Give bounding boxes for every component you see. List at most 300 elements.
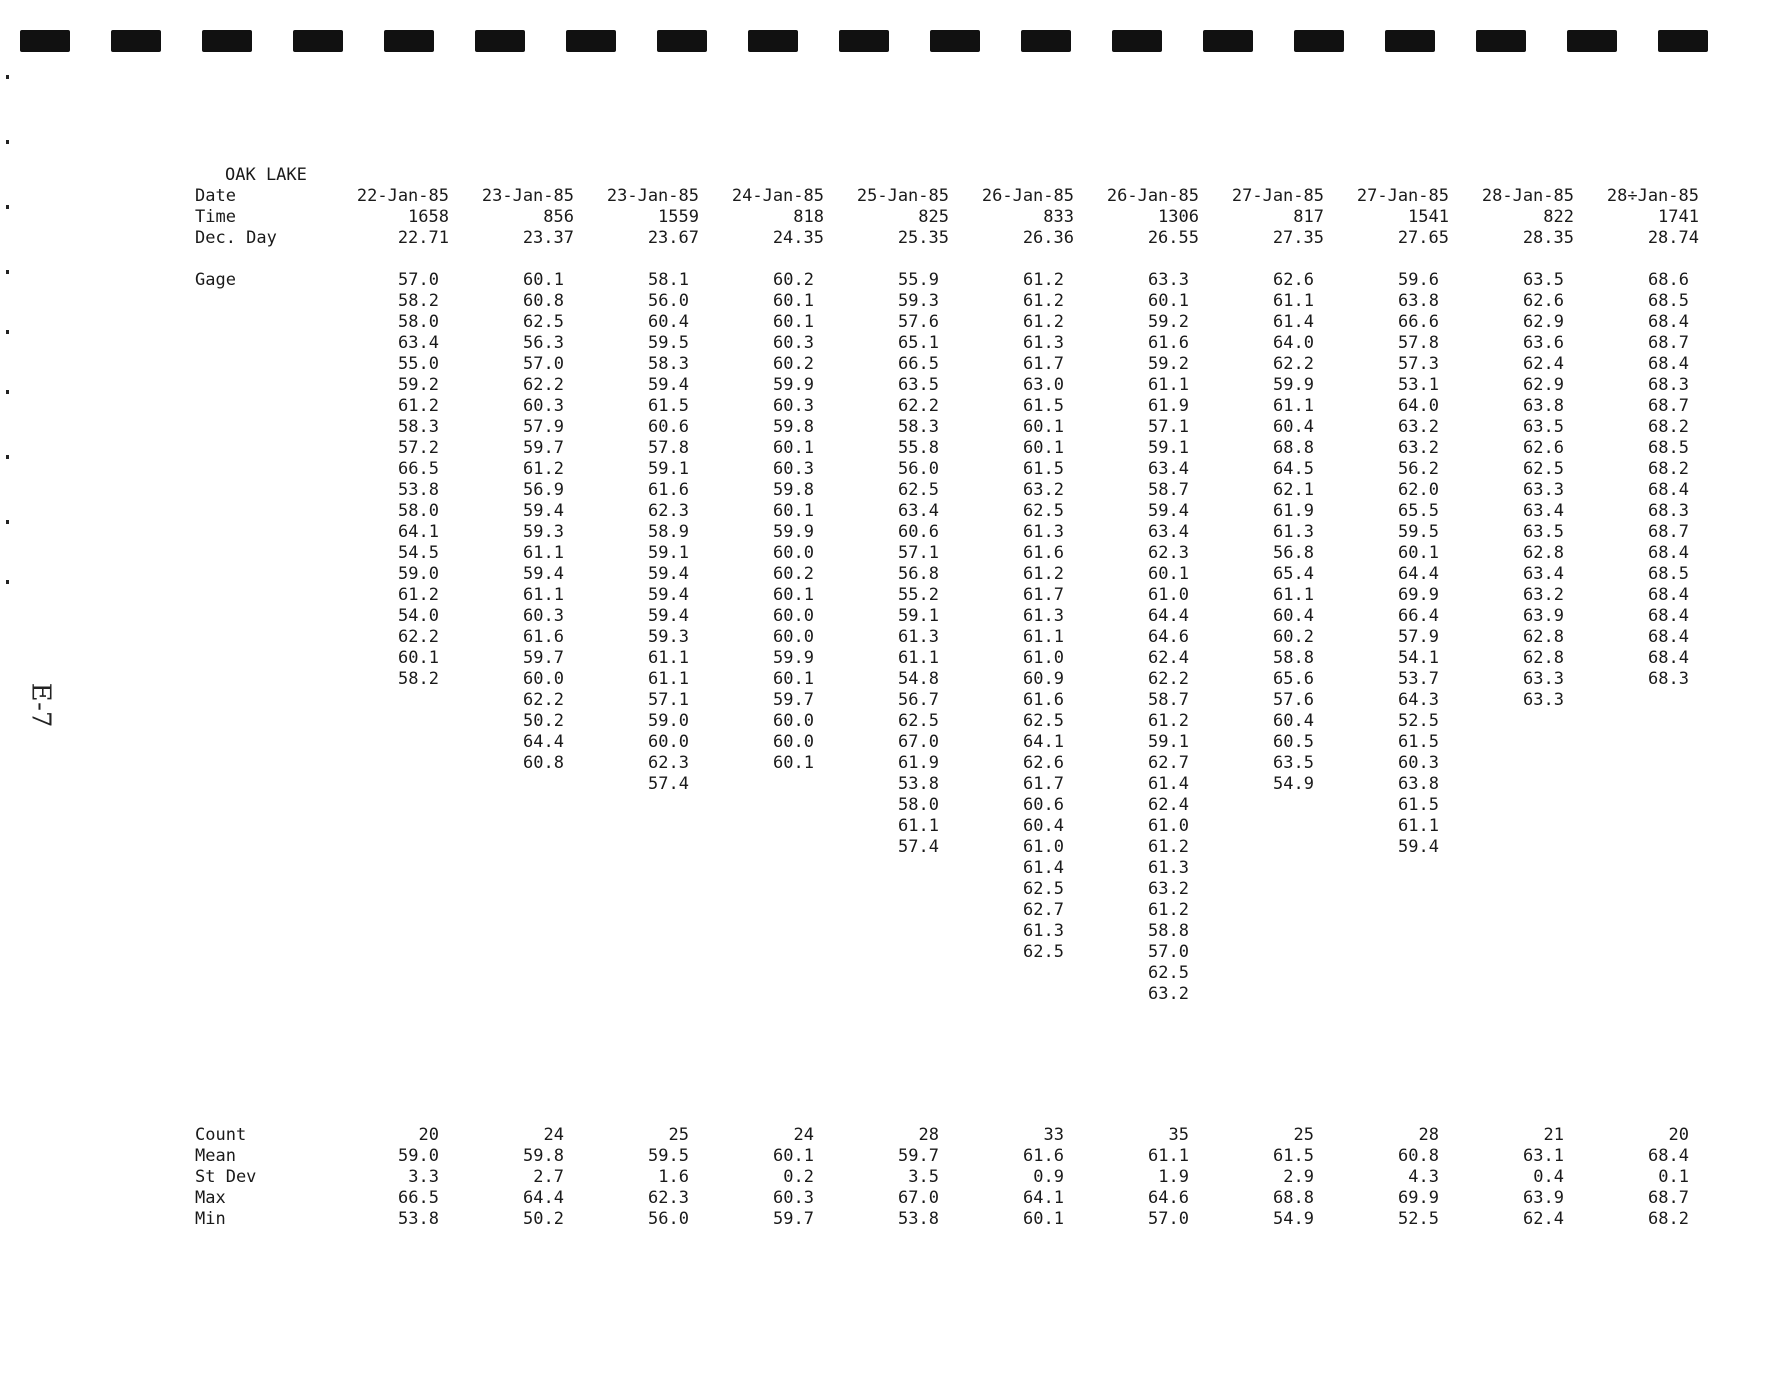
gage-value: 59.4 (1398, 837, 1439, 857)
gage-value: 60.1 (398, 648, 439, 668)
summary-mean: 59.8 (523, 1146, 564, 1166)
gage-value: 63.2 (1398, 438, 1439, 458)
summary-min: 68.2 (1648, 1209, 1689, 1229)
gage-value: 68.2 (1648, 417, 1689, 437)
gage-value: 63.4 (1523, 564, 1564, 584)
row-label-gage: Gage (195, 270, 236, 290)
gage-value: 56.3 (523, 333, 564, 353)
margin-mark (6, 140, 9, 144)
summary-min: 53.8 (898, 1209, 939, 1229)
gage-value: 59.4 (648, 585, 689, 605)
gage-value: 62.2 (898, 396, 939, 416)
column-date: 23-Jan-85 (481, 186, 574, 206)
gage-value: 62.9 (1523, 375, 1564, 395)
gage-value: 53.8 (398, 480, 439, 500)
gage-value: 60.0 (773, 606, 814, 626)
gage-value: 68.6 (1648, 270, 1689, 290)
gage-value: 62.9 (1523, 312, 1564, 332)
gage-value: 59.0 (398, 564, 439, 584)
summary-max: 62.3 (648, 1188, 689, 1208)
gage-value: 57.4 (648, 774, 689, 794)
gage-value: 64.4 (1398, 564, 1439, 584)
margin-mark (6, 580, 9, 584)
gage-value: 63.3 (1523, 690, 1564, 710)
gage-value: 68.8 (1273, 438, 1314, 458)
gage-value: 58.8 (1273, 648, 1314, 668)
column-time: 833 (1043, 207, 1074, 227)
gage-value: 60.9 (1023, 669, 1064, 689)
gage-value: 62.6 (1523, 291, 1564, 311)
gage-value: 59.4 (648, 564, 689, 584)
row-label-count: Count (195, 1125, 247, 1145)
gage-value: 59.7 (523, 648, 564, 668)
summary-count: 21 (1543, 1125, 1564, 1145)
gage-value: 60.2 (773, 564, 814, 584)
summary-column (1575, 1125, 1699, 1230)
gage-value: 60.3 (1398, 753, 1439, 773)
gage-value: 68.4 (1648, 480, 1689, 500)
column-dec-day: 27.65 (1397, 228, 1449, 248)
gage-value: 64.1 (398, 522, 439, 542)
summary-min: 50.2 (523, 1209, 564, 1229)
margin-mark (6, 330, 9, 334)
gage-value: 59.3 (523, 522, 564, 542)
gage-value: 61.5 (1023, 396, 1064, 416)
summary-count: 24 (543, 1125, 564, 1145)
feed-hole (1112, 30, 1162, 52)
gage-value: 59.1 (648, 459, 689, 479)
row-label-min: Min (195, 1209, 226, 1229)
summary-column (1450, 1125, 1574, 1230)
gage-value: 68.4 (1648, 312, 1689, 332)
gage-value: 68.7 (1648, 333, 1689, 353)
summary-st-dev: 3.5 (908, 1167, 939, 1187)
gage-value: 64.1 (1023, 732, 1064, 752)
gage-value: 58.0 (898, 795, 939, 815)
gage-value: 60.1 (773, 585, 814, 605)
summary-mean: 68.4 (1648, 1146, 1689, 1166)
gage-value: 62.4 (1523, 354, 1564, 374)
summary-mean: 60.1 (773, 1146, 814, 1166)
row-label-st-dev: St Dev (195, 1167, 257, 1187)
gage-value: 62.4 (1148, 795, 1189, 815)
gage-value: 53.8 (898, 774, 939, 794)
gage-value: 61.5 (1398, 732, 1439, 752)
column-dec-day: 26.36 (1022, 228, 1074, 248)
margin-mark (6, 455, 9, 459)
gage-value: 54.0 (398, 606, 439, 626)
gage-value: 57.4 (898, 837, 939, 857)
gage-value: 60.2 (773, 270, 814, 290)
gage-value: 68.4 (1648, 585, 1689, 605)
summary-count: 28 (918, 1125, 939, 1145)
gage-value: 58.0 (398, 501, 439, 521)
gage-value: 64.4 (1148, 606, 1189, 626)
gage-value: 62.5 (1023, 879, 1064, 899)
column-dec-day: 27.35 (1272, 228, 1324, 248)
gage-value: 63.2 (1148, 984, 1189, 1004)
gage-value: 60.2 (773, 354, 814, 374)
gage-value: 61.1 (898, 816, 939, 836)
gage-value: 63.3 (1523, 669, 1564, 689)
gage-value: 57.2 (398, 438, 439, 458)
gage-value: 68.7 (1648, 396, 1689, 416)
gage-value: 59.1 (898, 606, 939, 626)
summary-mean: 59.5 (648, 1146, 689, 1166)
gage-value: 59.4 (648, 606, 689, 626)
summary-mean: 59.0 (398, 1146, 439, 1166)
gage-value: 59.5 (648, 333, 689, 353)
gage-value: 61.2 (1023, 291, 1064, 311)
gage-value: 61.1 (523, 543, 564, 563)
gage-value: 61.9 (1273, 501, 1314, 521)
summary-min: 62.4 (1523, 1209, 1564, 1229)
row-label-mean: Mean (195, 1146, 236, 1166)
gage-value: 59.0 (648, 711, 689, 731)
gage-value: 62.4 (1148, 648, 1189, 668)
gage-value: 63.3 (1148, 270, 1189, 290)
column-dec-day: 22.71 (397, 228, 449, 248)
gage-value: 57.1 (898, 543, 939, 563)
gage-value: 66.5 (398, 459, 439, 479)
gage-value: 59.2 (1148, 312, 1189, 332)
summary-max: 63.9 (1523, 1188, 1564, 1208)
gage-value: 59.3 (648, 627, 689, 647)
gage-value: 62.5 (523, 312, 564, 332)
gage-value: 60.6 (898, 522, 939, 542)
feed-hole (20, 30, 70, 52)
gage-value: 64.0 (1398, 396, 1439, 416)
column-date: 27-Jan-85 (1231, 186, 1324, 206)
gage-value: 61.1 (1148, 375, 1189, 395)
gage-column (825, 270, 949, 858)
margin-mark (6, 75, 9, 79)
gage-value: 62.5 (1148, 963, 1189, 983)
gage-value: 59.9 (773, 375, 814, 395)
gage-value: 59.2 (398, 375, 439, 395)
gage-value: 60.0 (648, 732, 689, 752)
gage-value: 60.1 (1148, 564, 1189, 584)
gage-value: 60.6 (648, 417, 689, 437)
summary-max: 69.9 (1398, 1188, 1439, 1208)
feed-hole (1203, 30, 1253, 52)
gage-value: 60.1 (773, 291, 814, 311)
gage-value: 63.2 (1148, 879, 1189, 899)
gage-value: 58.3 (648, 354, 689, 374)
gage-value: 58.8 (1148, 921, 1189, 941)
gage-value: 60.1 (523, 270, 564, 290)
gage-value: 53.1 (1398, 375, 1439, 395)
feed-hole (202, 30, 252, 52)
gage-value: 56.2 (1398, 459, 1439, 479)
gage-value: 59.1 (648, 543, 689, 563)
gage-value: 61.2 (523, 459, 564, 479)
summary-count: 33 (1043, 1125, 1064, 1145)
column-date: 24-Jan-85 (731, 186, 824, 206)
gage-value: 61.7 (1023, 774, 1064, 794)
summary-st-dev: 4.3 (1408, 1167, 1439, 1187)
gage-value: 57.0 (398, 270, 439, 290)
gage-value: 61.5 (1398, 795, 1439, 815)
row-label-date: Date (195, 186, 236, 206)
summary-min: 57.0 (1148, 1209, 1189, 1229)
column-date: 25-Jan-85 (856, 186, 949, 206)
gage-column (575, 270, 699, 795)
gage-value: 62.1 (1273, 480, 1314, 500)
gage-value: 54.1 (1398, 648, 1439, 668)
column-date: 22-Jan-85 (356, 186, 449, 206)
gage-value: 61.6 (1023, 543, 1064, 563)
tractor-feed-holes (20, 30, 1740, 52)
column-date: 28-Jan-85 (1481, 186, 1574, 206)
gage-value: 62.3 (648, 753, 689, 773)
row-label-time: Time (195, 207, 236, 227)
gage-value: 63.5 (1523, 522, 1564, 542)
summary-st-dev: 0.2 (783, 1167, 814, 1187)
gage-value: 60.4 (1273, 606, 1314, 626)
summary-max: 66.5 (398, 1188, 439, 1208)
summary-count: 28 (1418, 1125, 1439, 1145)
gage-value: 61.1 (648, 648, 689, 668)
feed-hole (1476, 30, 1526, 52)
summary-min: 52.5 (1398, 1209, 1439, 1229)
column-date: 27-Jan-85 (1356, 186, 1449, 206)
gage-value: 62.7 (1148, 753, 1189, 773)
column-time: 825 (918, 207, 949, 227)
gage-value: 63.4 (1148, 459, 1189, 479)
summary-column (1200, 1125, 1324, 1230)
gage-value: 68.4 (1648, 543, 1689, 563)
page-label: E-7 (25, 682, 56, 728)
gage-value: 54.5 (398, 543, 439, 563)
column-date: 26-Jan-85 (981, 186, 1074, 206)
gage-value: 62.2 (1148, 669, 1189, 689)
site-name: OAK LAKE (225, 165, 307, 185)
column-date: 26-Jan-85 (1106, 186, 1199, 206)
gage-value: 63.2 (1523, 585, 1564, 605)
summary-mean: 61.5 (1273, 1146, 1314, 1166)
gage-value: 60.3 (773, 396, 814, 416)
gage-value: 60.4 (1023, 816, 1064, 836)
feed-hole (475, 30, 525, 52)
gage-value: 67.0 (898, 732, 939, 752)
gage-value: 68.5 (1648, 564, 1689, 584)
gage-value: 62.2 (523, 690, 564, 710)
gage-value: 63.5 (1523, 417, 1564, 437)
gage-value: 61.3 (1023, 921, 1064, 941)
gage-value: 62.5 (1023, 711, 1064, 731)
summary-st-dev: 2.9 (1283, 1167, 1314, 1187)
summary-count: 20 (1668, 1125, 1689, 1145)
summary-mean: 63.1 (1523, 1146, 1564, 1166)
gage-value: 59.7 (773, 690, 814, 710)
gage-value: 68.3 (1648, 501, 1689, 521)
gage-value: 66.4 (1398, 606, 1439, 626)
gage-value: 60.3 (523, 396, 564, 416)
gage-value: 60.8 (523, 753, 564, 773)
gage-value: 61.2 (1148, 900, 1189, 920)
gage-value: 59.4 (648, 375, 689, 395)
summary-count: 35 (1168, 1125, 1189, 1145)
gage-value: 57.0 (523, 354, 564, 374)
column-time: 1541 (1408, 207, 1449, 227)
gage-value: 61.4 (1273, 312, 1314, 332)
gage-value: 64.4 (523, 732, 564, 752)
gage-value: 61.0 (1023, 837, 1064, 857)
gage-value: 61.1 (1023, 627, 1064, 647)
gage-value: 56.9 (523, 480, 564, 500)
summary-column (575, 1125, 699, 1230)
summary-column (450, 1125, 574, 1230)
summary-min: 60.1 (1023, 1209, 1064, 1229)
gage-value: 63.8 (1398, 774, 1439, 794)
gage-value: 59.1 (1148, 438, 1189, 458)
gage-value: 63.0 (1023, 375, 1064, 395)
gage-value: 62.8 (1523, 627, 1564, 647)
feed-hole (1658, 30, 1708, 52)
summary-column (825, 1125, 949, 1230)
column-dec-day: 23.37 (522, 228, 574, 248)
gage-value: 59.8 (773, 480, 814, 500)
summary-column (700, 1125, 824, 1230)
row-label-dec-day: Dec. Day (195, 228, 277, 248)
column-dec-day: 23.67 (647, 228, 699, 248)
gage-value: 58.7 (1148, 480, 1189, 500)
gage-value: 63.2 (1398, 417, 1439, 437)
gage-value: 58.7 (1148, 690, 1189, 710)
feed-hole (839, 30, 889, 52)
gage-value: 62.3 (648, 501, 689, 521)
summary-st-dev: 0.4 (1533, 1167, 1564, 1187)
summary-max: 60.3 (773, 1188, 814, 1208)
gage-value: 63.8 (1523, 396, 1564, 416)
gage-column (1325, 270, 1449, 858)
gage-value: 66.5 (898, 354, 939, 374)
feed-hole (930, 30, 980, 52)
summary-max: 64.1 (1023, 1188, 1064, 1208)
gage-value: 58.2 (398, 669, 439, 689)
gage-value: 59.6 (1398, 270, 1439, 290)
gage-value: 61.4 (1023, 858, 1064, 878)
gage-value: 62.2 (523, 375, 564, 395)
summary-mean: 60.8 (1398, 1146, 1439, 1166)
summary-mean: 61.6 (1023, 1146, 1064, 1166)
gage-value: 69.9 (1398, 585, 1439, 605)
gage-value: 60.0 (523, 669, 564, 689)
summary-st-dev: 0.9 (1033, 1167, 1064, 1187)
gage-column (950, 270, 1074, 963)
gage-value: 63.9 (1523, 606, 1564, 626)
summary-count: 20 (418, 1125, 439, 1145)
gage-value: 62.5 (1523, 459, 1564, 479)
gage-value: 56.0 (898, 459, 939, 479)
gage-value: 64.3 (1398, 690, 1439, 710)
gage-value: 54.8 (898, 669, 939, 689)
column-time: 822 (1543, 207, 1574, 227)
summary-column (1075, 1125, 1199, 1230)
gage-value: 61.5 (648, 396, 689, 416)
gage-value: 63.4 (1148, 522, 1189, 542)
summary-column (1325, 1125, 1449, 1230)
column-time: 1658 (408, 207, 449, 227)
gage-value: 62.7 (1023, 900, 1064, 920)
gage-value: 61.3 (1148, 858, 1189, 878)
gage-value: 57.1 (1148, 417, 1189, 437)
summary-min: 56.0 (648, 1209, 689, 1229)
gage-value: 59.8 (773, 417, 814, 437)
gage-value: 68.7 (1648, 522, 1689, 542)
gage-value: 62.6 (1273, 270, 1314, 290)
gage-value: 55.9 (898, 270, 939, 290)
gage-value: 63.2 (1023, 480, 1064, 500)
gage-value: 60.5 (1273, 732, 1314, 752)
gage-value: 62.5 (898, 480, 939, 500)
gage-value: 60.1 (1148, 291, 1189, 311)
feed-hole (1385, 30, 1435, 52)
gage-value: 60.0 (773, 543, 814, 563)
gage-value: 59.2 (1148, 354, 1189, 374)
gage-value: 57.6 (898, 312, 939, 332)
gage-value: 68.4 (1648, 354, 1689, 374)
gage-value: 61.2 (1023, 564, 1064, 584)
gage-value: 58.3 (898, 417, 939, 437)
feed-hole (657, 30, 707, 52)
gage-value: 61.3 (898, 627, 939, 647)
gage-value: 60.6 (1023, 795, 1064, 815)
gage-value: 57.8 (648, 438, 689, 458)
gage-value: 65.6 (1273, 669, 1314, 689)
summary-min: 59.7 (773, 1209, 814, 1229)
gage-value: 58.9 (648, 522, 689, 542)
gage-value: 61.3 (1273, 522, 1314, 542)
gage-value: 56.8 (1273, 543, 1314, 563)
gage-value: 60.3 (523, 606, 564, 626)
gage-value: 61.6 (1148, 333, 1189, 353)
gage-value: 60.1 (773, 753, 814, 773)
gage-value: 61.2 (1023, 270, 1064, 290)
summary-max: 64.4 (523, 1188, 564, 1208)
gage-value: 60.8 (523, 291, 564, 311)
summary-max: 68.8 (1273, 1188, 1314, 1208)
gage-value: 61.1 (1273, 291, 1314, 311)
gage-value: 61.0 (1023, 648, 1064, 668)
gage-value: 59.1 (1148, 732, 1189, 752)
gage-value: 56.8 (898, 564, 939, 584)
summary-st-dev: 2.7 (533, 1167, 564, 1187)
gage-value: 57.9 (523, 417, 564, 437)
gage-value: 59.9 (1273, 375, 1314, 395)
gage-value: 61.2 (398, 585, 439, 605)
gage-value: 61.6 (1023, 690, 1064, 710)
gage-value: 61.6 (648, 480, 689, 500)
row-label-max: Max (195, 1188, 226, 1208)
gage-value: 59.4 (523, 564, 564, 584)
gage-value: 66.6 (1398, 312, 1439, 332)
gage-value: 60.3 (773, 459, 814, 479)
gage-value: 64.5 (1273, 459, 1314, 479)
gage-value: 59.5 (1398, 522, 1439, 542)
gage-value: 61.2 (1148, 711, 1189, 731)
gage-value: 61.2 (1023, 312, 1064, 332)
gage-value: 57.6 (1273, 690, 1314, 710)
gage-value: 61.1 (1273, 396, 1314, 416)
gage-column (325, 270, 449, 690)
gage-value: 61.0 (1148, 816, 1189, 836)
gage-value: 61.3 (1023, 522, 1064, 542)
gage-value: 60.1 (773, 501, 814, 521)
gage-value: 68.3 (1648, 669, 1689, 689)
gage-value: 50.2 (523, 711, 564, 731)
